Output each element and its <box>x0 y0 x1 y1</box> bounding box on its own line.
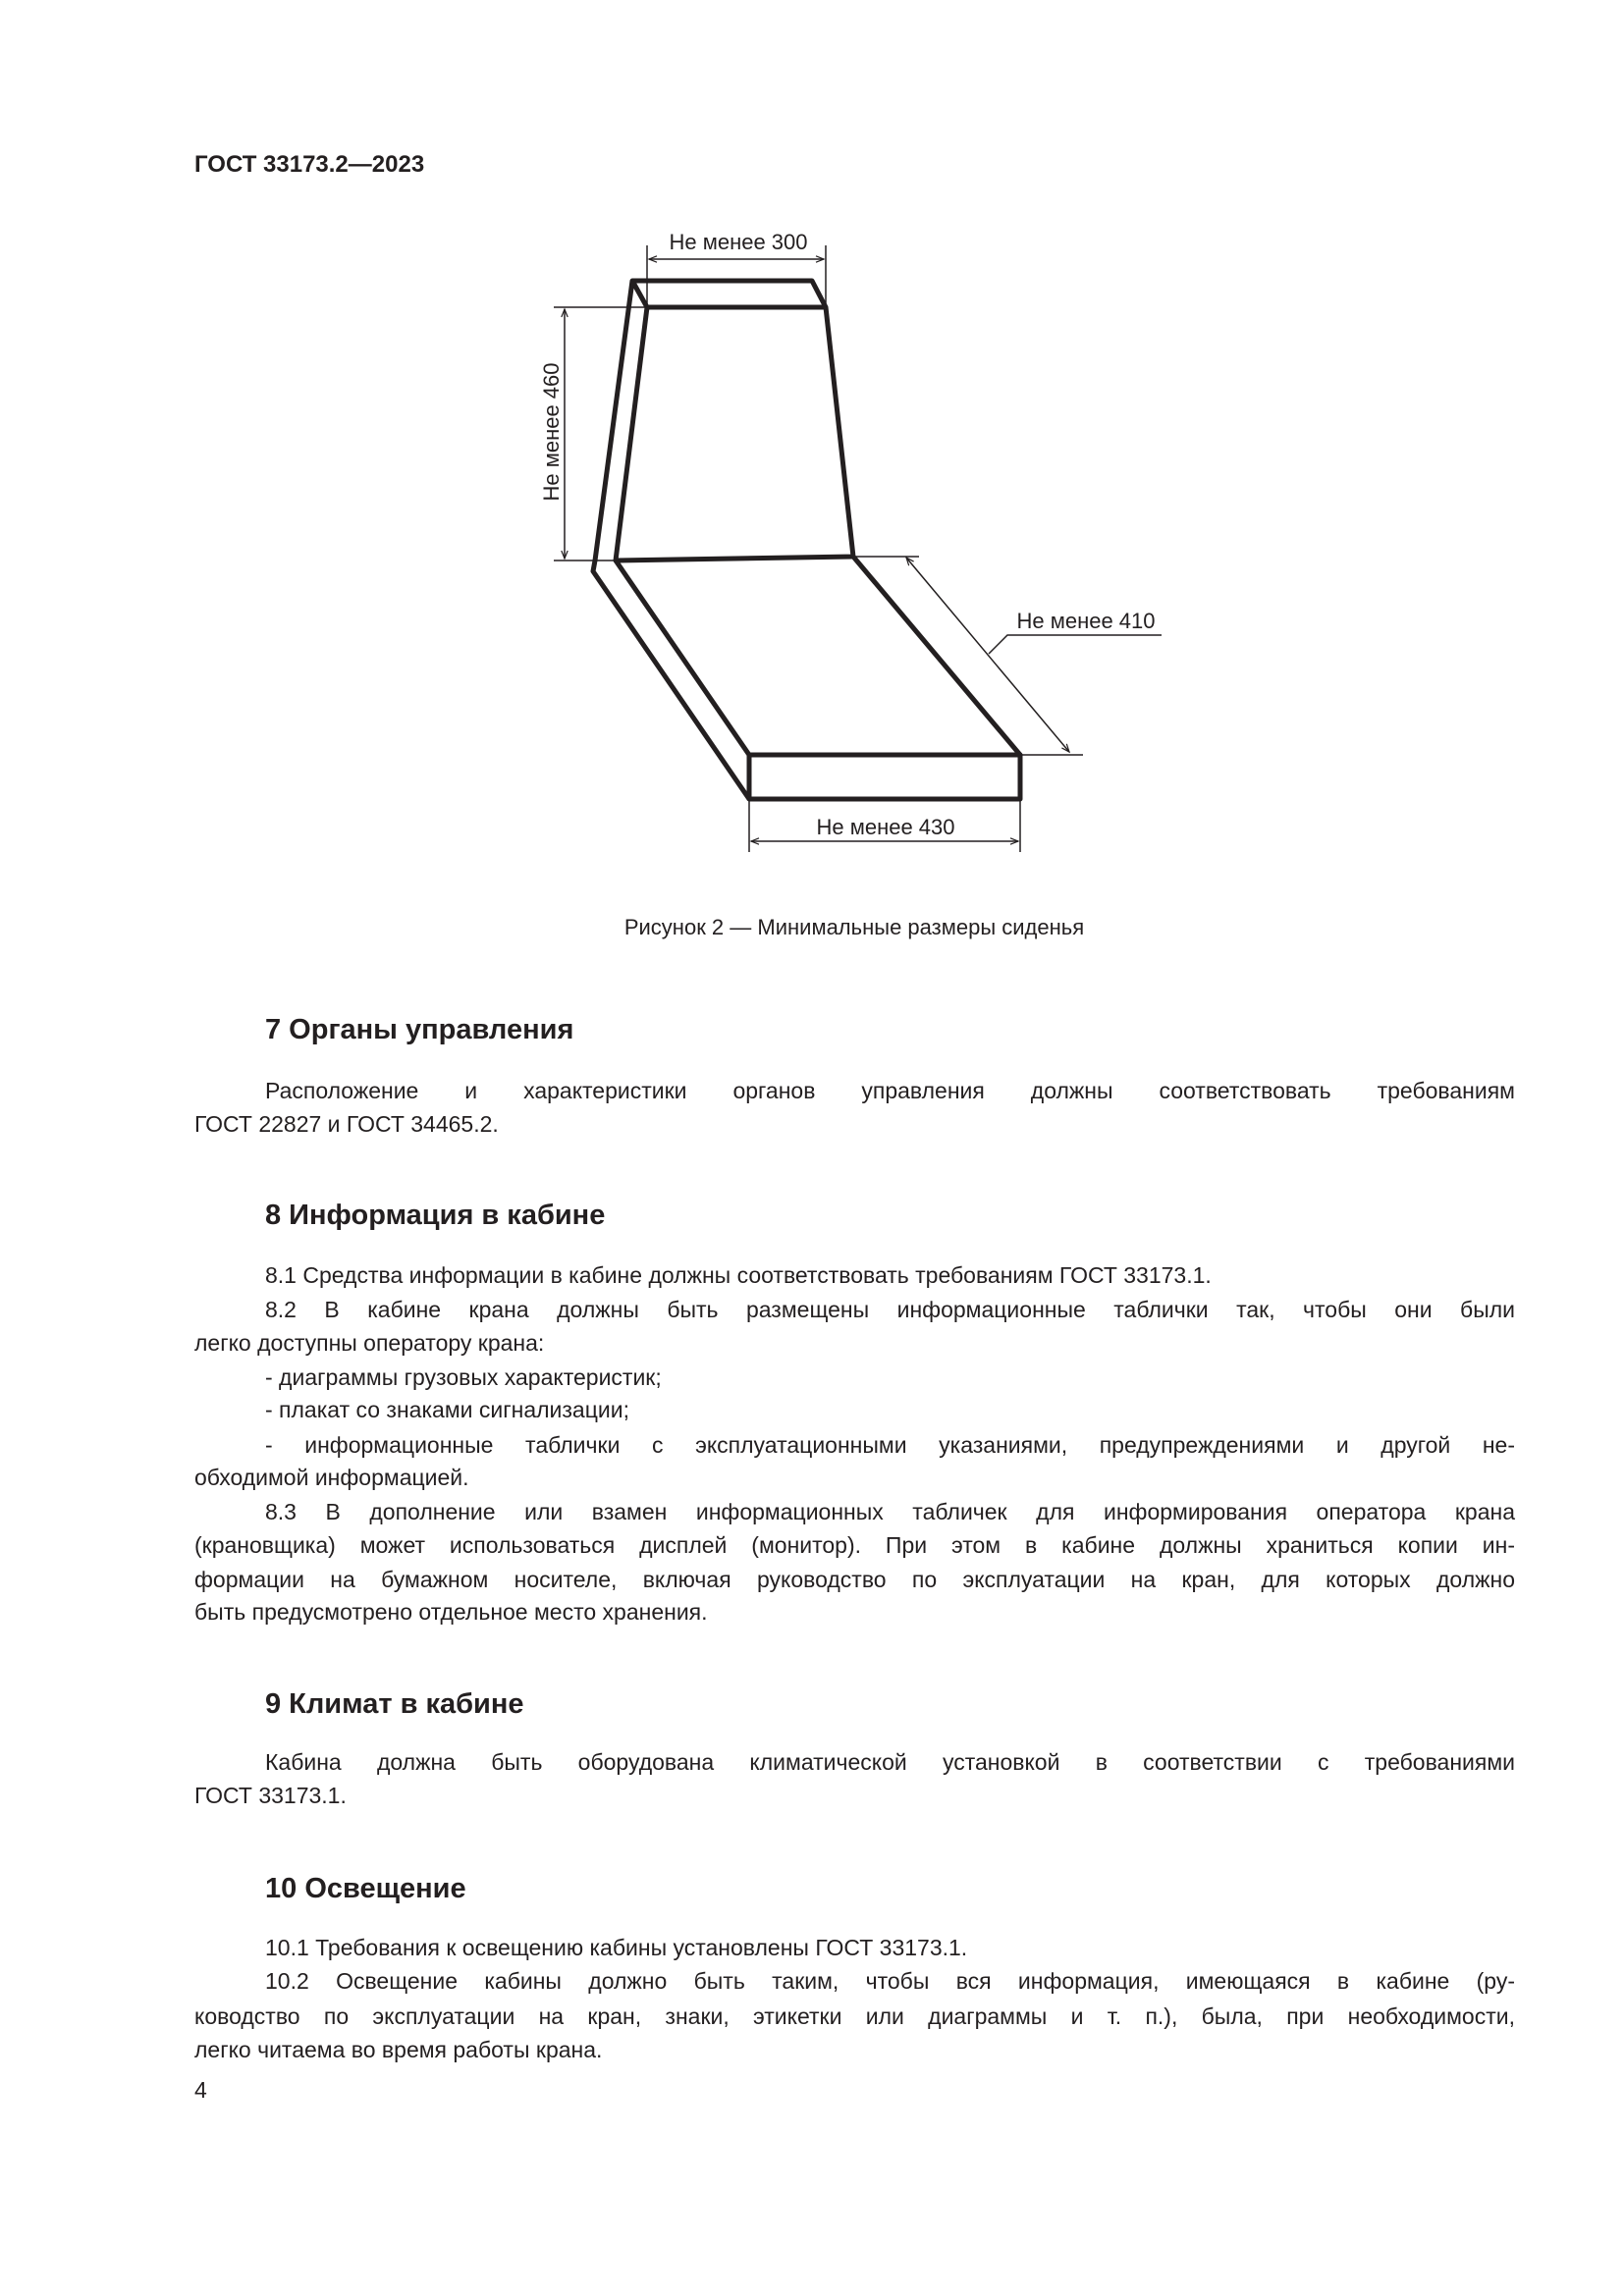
list-item: - информационные таблички с эксплуатационными указаниями, предупреждениями и другой не- <box>265 1432 1515 1458</box>
paragraph-line: быть предусмотрено отдельное место хранения. <box>194 1599 708 1625</box>
section-8-heading: 8 Информация в кабине <box>265 1200 606 1231</box>
figure-caption: Рисунок 2 — Минимальные размеры сиденья <box>623 915 1085 939</box>
dim-label-back-height: Не менее 460 <box>539 362 564 502</box>
paragraph-line: легко читаема во время работы крана. <box>194 2037 603 2062</box>
paragraph-line: 8.3 В дополнение или взамен информационных табличек для информирования оператора крана <box>265 1499 1515 1524</box>
list-item: - плакат со знаками сигнализации; <box>265 1397 629 1422</box>
list-item: - диаграммы грузовых характеристик; <box>265 1364 662 1390</box>
dim-label-seat-width: Не менее 430 <box>816 815 955 839</box>
paragraph-line: (крановщика) может использоваться дисплей (монитор). При этом в кабине должны храниться копии ин- <box>194 1532 1515 1558</box>
dim-label-seat-depth: Не менее 410 <box>1016 609 1156 633</box>
paragraph-line: 8.1 Средства информации в кабине должны соответствовать требованиям ГОСТ 33173.1. <box>265 1262 1212 1288</box>
page-number: 4 <box>194 2077 207 2103</box>
section-9-heading: 9 Климат в кабине <box>265 1688 524 1720</box>
section-7-heading: 7 Органы управления <box>265 1014 574 1045</box>
paragraph-line: обходимой информацией. <box>194 1465 469 1490</box>
paragraph-line: 10.2 Освещение кабины должно быть таким, чтобы вся информация, имеющаяся в кабине (ру- <box>265 1968 1515 1994</box>
paragraph-line: ГОСТ 22827 и ГОСТ 34465.2. <box>194 1111 499 1137</box>
dim-label-top: Не менее 300 <box>669 230 808 254</box>
paragraph-line: ководство по эксплуатации на кран, знаки, этикетки или диаграммы и т. п.), была, при необходимости, <box>194 2003 1515 2029</box>
section-10-heading: 10 Освещение <box>265 1873 466 1904</box>
paragraph-line: ГОСТ 33173.1. <box>194 1783 347 1808</box>
paragraph-line: легко доступны оператору крана: <box>194 1330 545 1356</box>
paragraph-line: формации на бумажном носителе, включая руководство по эксплуатации на кран, для которых должно <box>194 1567 1515 1592</box>
seat-dimensions-figure <box>0 0 1624 982</box>
paragraph-line: 8.2 В кабине крана должны быть размещены информационные таблички так, чтобы они были <box>265 1297 1515 1322</box>
document-header: ГОСТ 33173.2—2023 <box>194 151 425 178</box>
paragraph-line: 10.1 Требования к освещению кабины установлены ГОСТ 33173.1. <box>265 1935 968 1960</box>
paragraph-line: Расположение и характеристики органов управления должны соответствовать требованиям <box>265 1078 1515 1103</box>
seat-outline <box>593 281 1020 799</box>
paragraph-line: Кабина должна быть оборудована климатической установкой в соответствии с требованиями <box>265 1749 1515 1775</box>
